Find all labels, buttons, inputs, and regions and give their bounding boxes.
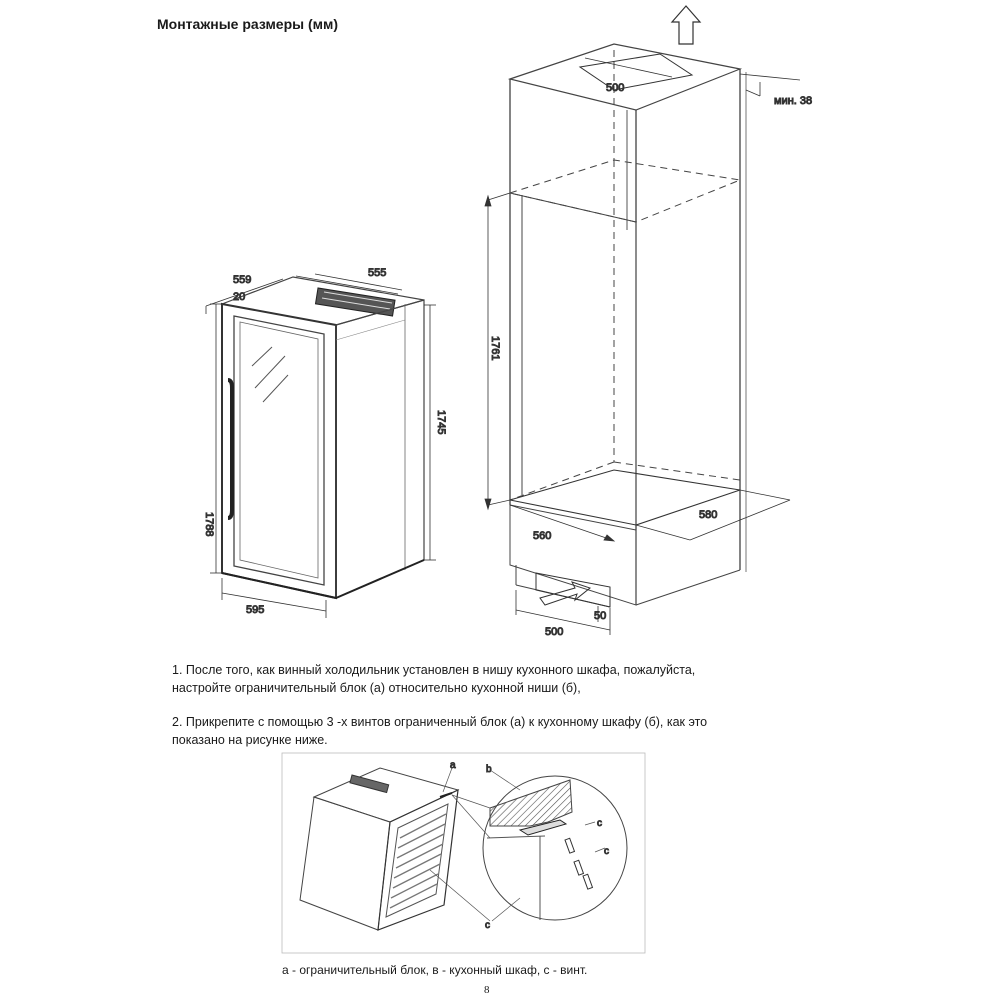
label-b: b [486, 764, 492, 775]
dim-fridge-door: 20 [233, 291, 246, 303]
wine-fridge-drawing [206, 274, 436, 618]
page-title: Монтажные размеры (мм) [157, 16, 339, 32]
dim-fridge-depth: 555 [368, 267, 387, 279]
dim-niche-height: 1761 [489, 336, 501, 361]
dim-fridge-width-top: 559 [233, 274, 252, 286]
dim-niche-min-gap: мин. 38 [774, 95, 813, 107]
label-c3: c [485, 920, 490, 931]
label-c2: c [604, 846, 609, 857]
label-c1: c [597, 818, 602, 829]
instruction-step-2-line-2: показано на рисунке ниже. [172, 733, 328, 747]
dim-vent-width: 500 [545, 626, 564, 638]
page-number: 8 [484, 984, 490, 996]
label-a: a [450, 760, 456, 771]
instruction-step-2-line-1: 2. Прикрепите с помощью 3 -х винтов ограниченный блок (а) к кухонному шкафу (б), как это [172, 715, 708, 729]
dim-fridge-width-bottom: 595 [246, 604, 265, 616]
dim-fridge-height-front: 1788 [203, 512, 215, 537]
instruction-step-1-line-2: настройте ограничительный блок (а) относительно кухонной ниши (б), [172, 681, 581, 695]
dim-niche-bottom-width: 560 [533, 530, 552, 542]
dim-niche-depth: 580 [699, 509, 718, 521]
detail-figure [282, 753, 645, 953]
dim-niche-top-width: 500 [606, 82, 625, 94]
instruction-step-1 [172, 661, 812, 697]
dim-fridge-height-side: 1745 [435, 410, 447, 435]
instruction-step-1-line-1: 1. После того, как винный холодильник установлен в нишу кухонного шкафа, пожалуйста, [172, 663, 696, 677]
figure-caption: а - ограничительный блок, в - кухонный шкаф, с - винт. [282, 963, 588, 977]
instruction-step-2 [172, 713, 812, 749]
dim-vent-height: 50 [594, 610, 607, 622]
